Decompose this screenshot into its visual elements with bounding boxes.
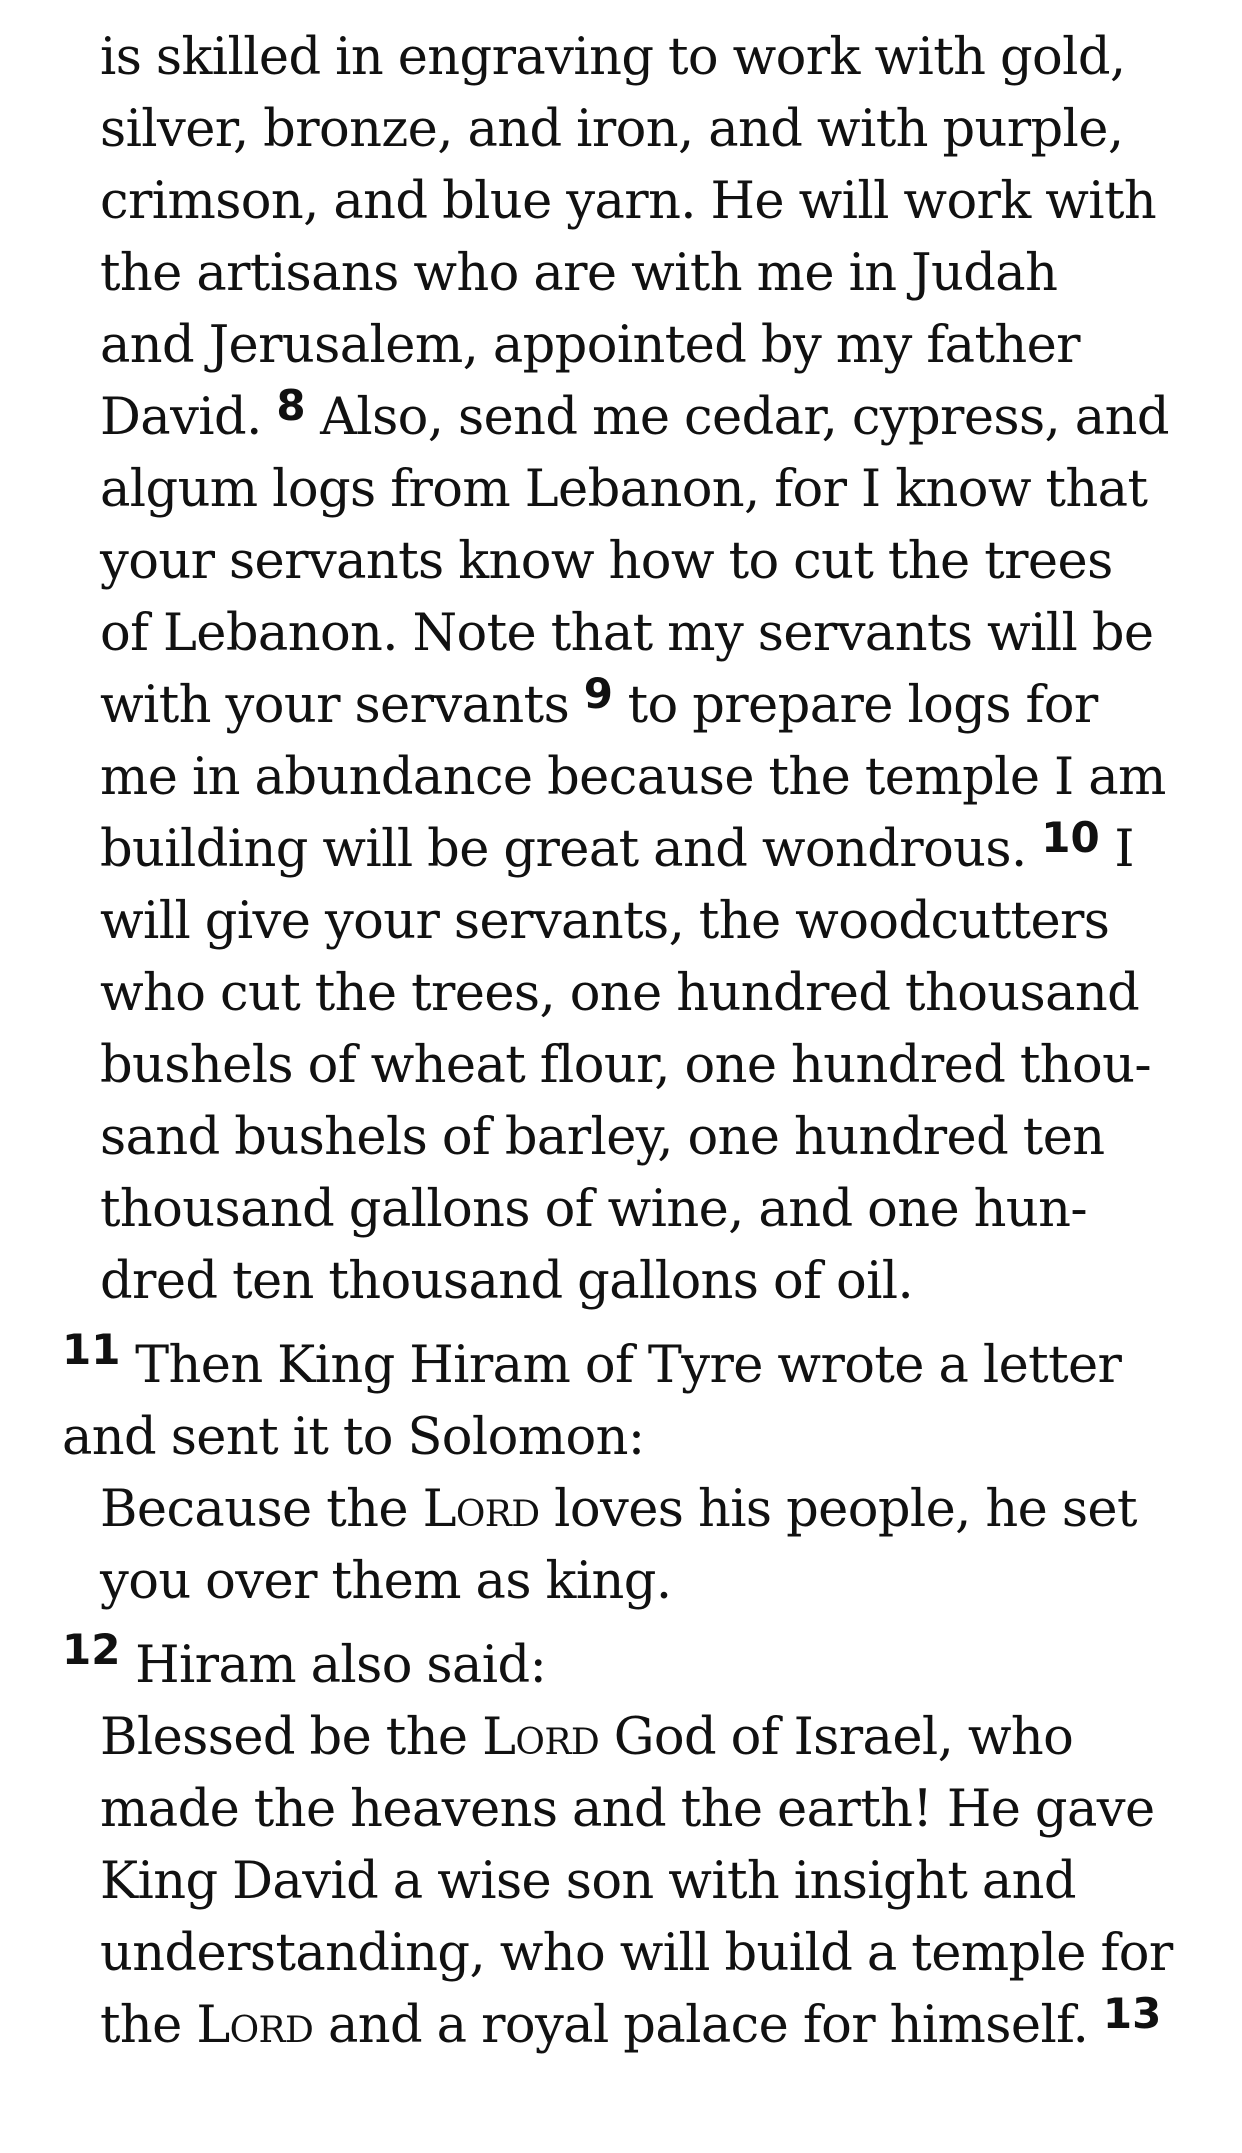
text-line [100,238,1057,310]
passage-text: bushels of wheat flour, one hundred thou- [100,1036,1151,1095]
passage-text: with your servants [100,676,570,735]
verse-number-9[interactable]: 9 [583,669,613,718]
verse-number-12[interactable]: 12 [62,1625,121,1674]
passage-text: to prepare logs for [627,676,1098,735]
text-line [100,526,1113,598]
text-line [100,886,1109,958]
passage-text: building will be great and wondrous. [100,820,1027,879]
passage-text: your servants know how to cut the trees [100,532,1113,591]
text-line [62,1325,1122,1404]
divine-name: Lord [196,1996,314,2055]
passage-text: thousand gallons of wine, and one hun- [100,1180,1088,1239]
text-line [100,1474,1137,1546]
verse-number-11[interactable]: 11 [62,1325,121,1374]
text-line [100,1174,1087,1246]
passage-text: will give your servants, the woodcutters [100,892,1110,951]
passage-text: God of Israel, who [613,1708,1074,1767]
passage-text: Also, send me cedar, cypress, and [320,388,1169,447]
text-line [100,22,1126,94]
text-line [100,1846,1076,1918]
passage-text: Blessed be the [100,1708,468,1767]
text-line [100,1246,913,1318]
text-line [100,958,1139,1030]
divine-name: Lord [482,1708,600,1767]
passage-text: and a royal palace for himself. [327,1996,1089,2055]
passage-text: Hiram also said: [135,1636,547,1695]
text-line [100,382,1169,456]
passage-text: dred ten thousand gallons of oil. [100,1252,914,1311]
text-line [62,1625,547,1704]
passage-text: algum logs from Lebanon, for I know that [100,460,1148,519]
passage-text: silver, bronze, and iron, and with purple, [100,100,1124,159]
divine-name: Lord [422,1480,540,1539]
passage-text: me in abundance because the temple I am [100,748,1166,807]
text-line [100,1918,1173,1990]
passage-text: understanding, who will build a temple for [100,1924,1173,1983]
passage-text: King David a wise son with insight and [100,1852,1076,1911]
passage-text: you over them as king. [100,1552,672,1611]
text-line [100,1702,1073,1774]
verse-number-13[interactable]: 13 [1102,1989,1162,2038]
passage-text: is skilled in engraving to work with gold, [100,28,1126,87]
text-line [100,742,1166,814]
passage-text: of Lebanon. Note that my servants will be [100,604,1154,663]
text-line [62,1402,644,1474]
text-line [100,1546,671,1618]
text-line [100,814,1134,888]
passage-text: I [1114,820,1134,879]
passage-text: David. [100,388,262,447]
text-line [100,454,1147,526]
passage-text: crimson, and blue yarn. He will work with [100,172,1157,231]
text-line [100,94,1123,166]
passage-text: Because the [100,1480,408,1539]
text-line [100,1030,1151,1102]
passage-text: made the heavens and the earth! He gave [100,1780,1155,1839]
passage-text: loves his people, he set [554,1480,1137,1539]
passage-text: and Jerusalem, appointed by my father [100,316,1080,375]
passage-text: and sent it to Solomon: [62,1408,645,1467]
passage-text: sand bushels of barley, one hundred ten [100,1108,1105,1167]
passage-text: the [100,1996,182,2055]
passage-text: the artisans who are with me in Judah [100,244,1058,303]
verse-number-10[interactable]: 10 [1041,813,1100,862]
verse-number-8[interactable]: 8 [276,381,306,430]
text-line [100,310,1080,382]
text-line [100,166,1156,238]
text-line [100,1774,1155,1846]
passage-text: Then King Hiram of Tyre wrote a letter [135,1336,1122,1395]
passage-text: who cut the trees, one hundred thousand [100,964,1140,1023]
text-line [100,1102,1105,1174]
text-line [100,598,1153,670]
text-line [100,670,1098,744]
text-line [100,1990,1161,2064]
